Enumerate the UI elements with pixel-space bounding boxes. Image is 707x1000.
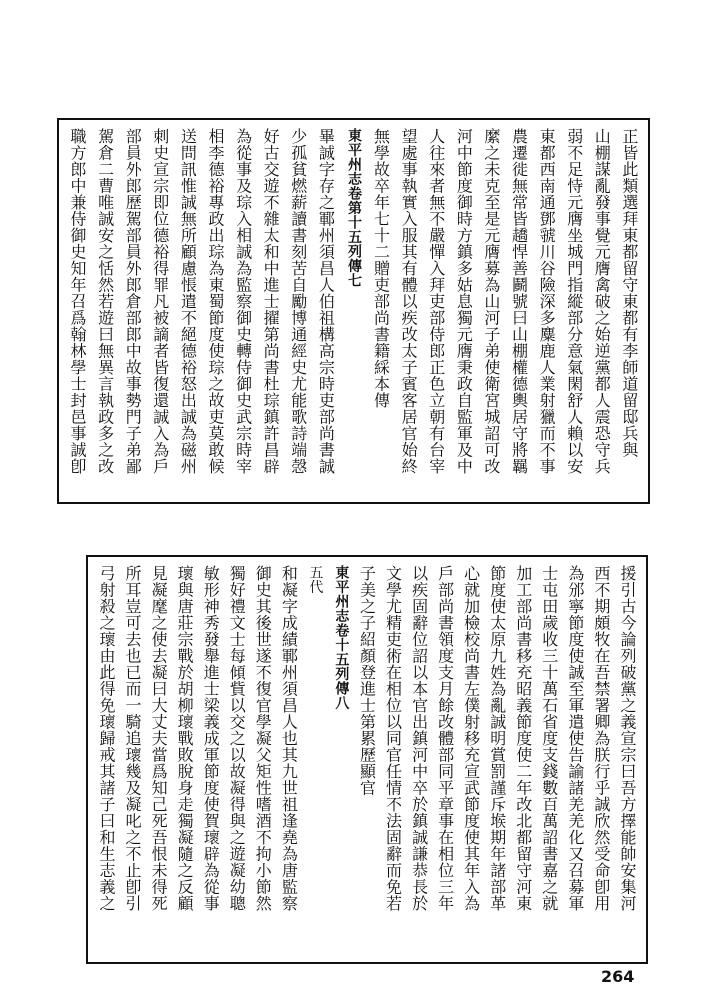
top-text-column-14: 好古交遊不雜太和中進士擢第尚書杜琮鎮許昌辟	[261, 128, 281, 475]
top-text-column-16: 相李德裕專政出琮為東蜀節度使琮之故吏莫敢候	[205, 128, 225, 475]
bottom-text-column-7: 心就加檢校尚書左僕射移充宣武節度使其年入為	[461, 565, 481, 912]
bottom-text-column-12: 東平州志卷十五列傳八	[333, 565, 350, 710]
top-text-column-10: 無學故卒年七十二贈吏部尚書籍綵本傳	[371, 128, 391, 409]
top-text-column-1: 正皆此類選拜東都留守東都有李師道留邸兵與	[619, 128, 639, 458]
top-text-column-8: 人往來者無不嚴憚入拜吏部侍郎正色立朝有台宰	[426, 128, 446, 475]
top-text-column-17: 送問訊惟誠無所顧慮悵遣不絕德裕怒出誠為磁州	[178, 128, 198, 475]
bottom-text-block	[86, 555, 648, 964]
bottom-text-columns	[96, 565, 638, 954]
bottom-text-column-6: 節度使太原九姓為亂誠明賞罰謹斥堠期年諸部革	[487, 565, 507, 912]
bottom-text-column-13: 五代	[307, 565, 324, 594]
top-text-column-7: 河中節度御時方鎮多姑息獨元膺秉政自監軍及中	[454, 128, 474, 475]
top-text-column-4: 東都西南通鄧虢川谷險深多麋鹿人業射獵而不事	[537, 128, 557, 475]
top-text-block	[57, 118, 650, 504]
bottom-text-column-11: 子美之子紹顏登進士第累歷顯官	[357, 565, 377, 796]
bottom-text-column-3: 為邠寧節度使誠至軍遣使告諭諸羌羌化又召募軍	[565, 565, 585, 912]
bottom-text-column-17: 敏形神秀發舉進士梁義成軍節度使賀瓌辟為從事	[201, 565, 221, 912]
page-number: 264	[601, 967, 635, 986]
top-text-column-6: 縻之未克至是元膺募為山河子弟使衛宮城詔可改	[481, 128, 501, 475]
top-text-column-12: 畢誠字存之鄆州須昌人伯祖構高宗時吏部尚書誠	[316, 128, 336, 475]
bottom-text-column-18: 瓌與唐莊宗戰於胡柳瓌戰敗脫身走獨凝隨之反顧	[175, 565, 195, 912]
top-text-column-3: 弱不足恃元膺坐城門指縱部分意氣閑舒人賴以安	[564, 128, 584, 475]
bottom-text-column-10: 文學尤精吏術在相位以同官任情不法固辭而免若	[383, 565, 403, 912]
bottom-text-column-20: 所耳豈可去也已而一騎追瓌幾及凝叱之不止卽引	[123, 565, 143, 912]
top-text-column-13: 少孤貧燃薪讀書刻苦自勵博通經史尤能歌詩端愨	[288, 128, 308, 475]
top-text-column-21: 職方郎中兼侍御史知年召爲翰林學士封邑事誠卽	[68, 128, 87, 475]
top-text-column-19: 部員外郎歷駕部員外郎倉部郎中故事勢門子弟鄙	[123, 128, 143, 475]
top-text-column-5: 農遷徙無常皆趫悍善鬬號曰山棚權德輿居守將羈	[509, 128, 529, 475]
bottom-text-column-4: 士屯田歲收三十萬石省度支錢數百萬詔書嘉之就	[539, 565, 559, 912]
bottom-text-column-15: 御史其後世遂不復官學凝父矩性嗜酒不拘小節然	[253, 565, 273, 912]
bottom-text-column-5: 加工部尚書移充昭義節度使二年改北都留守河東	[513, 565, 533, 912]
bottom-text-column-2: 西不期頗牧在吾禁署卿為朕行乎誠欣然受命卽用	[591, 565, 611, 912]
top-text-column-18: 刺史宣宗即位德裕得罪凡被謫者皆復還誠入為戶	[150, 128, 170, 475]
top-text-column-15: 為從事及琮入相誠為監察御史轉侍御史武宗時宰	[233, 128, 253, 475]
bottom-text-column-14: 和凝字成績鄆州須昌人也其九世祖逢堯為唐監察	[279, 565, 299, 912]
bottom-text-column-8: 戶部尚書領度支月餘改體部同平章事在相位三年	[435, 565, 455, 912]
top-text-column-9: 望處事執實入服其有體以疾改太子賓客居官始終	[399, 128, 419, 475]
bottom-text-column-21: 弓射殺之瓌由此得免瓌歸戒其諸子曰和生志義之	[97, 565, 116, 912]
top-text-column-11: 東平州志卷第十五列傳七	[345, 128, 362, 288]
bottom-text-column-1: 援引古今論列破黨之義宣宗曰吾方擇能帥安集河	[617, 565, 637, 912]
top-text-column-20: 駕倉二曹唯誠安之恬然若遊曰無異言執政多之改	[95, 128, 115, 475]
top-text-column-2: 山棚謀亂發事覺元膺禽破之始逆黨都人震恐守兵	[592, 128, 612, 475]
bottom-text-column-19: 見凝麾之使去凝曰大丈夫當爲知己死吾恨未得死	[149, 565, 169, 912]
top-text-columns	[67, 128, 640, 494]
bottom-text-column-16: 獨好禮文士每傾貲以交之以故凝得與之遊凝幼聰	[227, 565, 247, 912]
bottom-text-column-9: 以疾固辭位詔以本官出鎮河中卒於鎮誠謙恭長於	[409, 565, 429, 912]
